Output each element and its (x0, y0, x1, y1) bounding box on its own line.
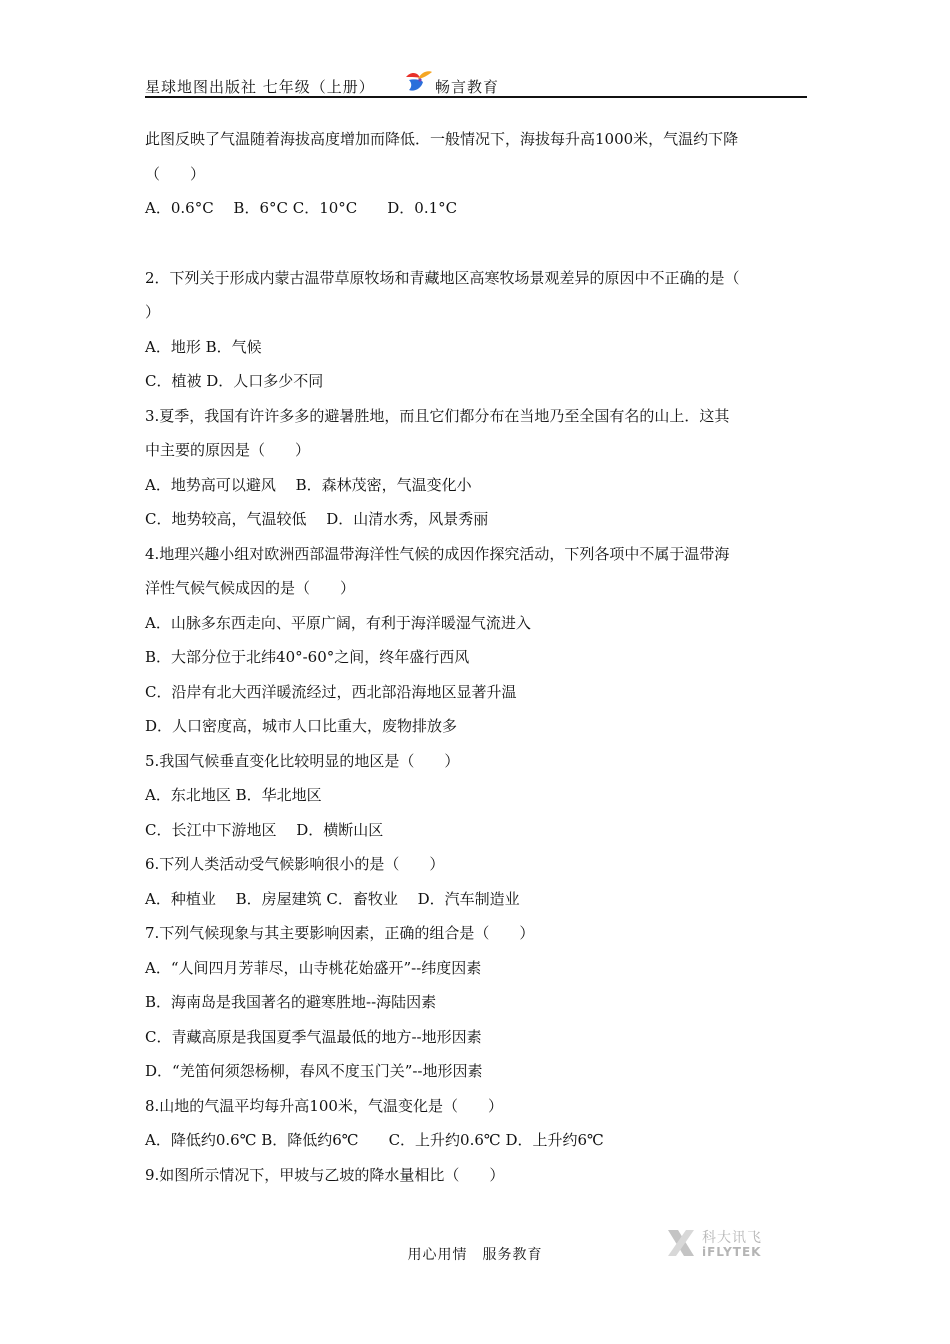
text-line: D．人口密度高，城市人口比重大，废物排放多 (145, 717, 458, 735)
iflytek-logo-icon (664, 1226, 698, 1260)
text-line: 9.如图所示情况下，甲坡与乙坡的降水量相比（ ） (145, 1165, 505, 1184)
text-line: C．沿岸有北大西洋暖流经过，西北部沿海地区显著升温 (145, 682, 517, 701)
footer-slogan: 用心用情 服务教育 (407, 1247, 543, 1263)
text-line: A．0.6°C B．6°C C．10°C D．0.1°C (145, 199, 458, 217)
question-content (145, 122, 810, 1192)
text-line: 8.山地的气温平均每升高100米，气温变化是（ ） (145, 1096, 503, 1115)
text-line: C．地势较高，气温较低 D．山清水秀，风景秀丽 (145, 510, 489, 528)
text-line: C．长江中下游地区 D．横断山区 (145, 820, 384, 839)
text-line: 5.我国气候垂直变化比较明显的地区是（ ） (145, 751, 460, 770)
text-line: 洋性气候气候成因的是（ ） (145, 579, 356, 597)
text-line: 4.地理兴趣小组对欧洲西部温带海洋性气候的成因作探究活动，下列各项中不属于温带海 (145, 544, 730, 563)
text-line: A．“人间四月芳菲尽，山寺桃花始盛开”--纬度因素 (145, 958, 482, 977)
text-line: C．青藏高原是我国夏季气温最低的地方--地形因素 (145, 1027, 482, 1046)
text-line: B．大部分位于北纬40°-60°之间，终年盛行西风 (145, 648, 470, 666)
text-line: A．地势高可以避风 B．森林茂密，气温变化小 (145, 475, 472, 494)
text-line: 此图反映了气温随着海拔高度增加而降低．一般情况下，海拔每升高1000米，气温约下降 (145, 130, 739, 148)
page-header (145, 74, 807, 96)
iflytek-cn-label: 科大讯飞 (702, 1230, 762, 1246)
text-line: 7.下列气候现象与其主要影响因素，正确的组合是（ ） (145, 924, 535, 942)
brand-label: 畅言教育 (435, 78, 500, 96)
text-line: 6.下列人类活动受气候影响很小的是（ ） (145, 855, 445, 873)
text-line: C．植被 D．人口多少不同 (145, 372, 324, 390)
text-line: A．降低约0.6℃ B．降低约6℃ C．上升约0.6℃ D．上升约6℃ (145, 1131, 604, 1149)
iflytek-watermark (664, 1226, 784, 1262)
blank-line (145, 226, 810, 261)
text-line: D．“羌笛何须怨杨柳，春风不度玉门关”--地形因素 (145, 1062, 483, 1080)
header-divider (145, 96, 807, 98)
text-line: A．种植业 B．房屋建筑 C．畜牧业 D．汽车制造业 (145, 889, 520, 908)
bird-logo-icon (403, 68, 433, 94)
text-line: ） (145, 303, 161, 321)
text-line: 3.夏季，我国有许许多多的避暑胜地，而且它们都分布在当地乃至全国有名的山上．这其 (145, 406, 730, 425)
publisher-label: 星球地图出版社 七年级（上册） (145, 78, 375, 96)
text-line: 2．下列关于形成内蒙古温带草原牧场和青藏地区高寒牧场景观差异的原因中不正确的是（ (145, 268, 740, 287)
text-line: B．海南岛是我国著名的避寒胜地--海陆因素 (145, 993, 437, 1011)
text-line: 中主要的原因是（ ） (145, 441, 311, 459)
text-line: A．山脉多东西走向、平原广阔，有利于海洋暖湿气流进入 (145, 613, 531, 632)
iflytek-en-label: iFLYTEK (702, 1245, 762, 1259)
text-line: A．地形 B．气候 (145, 337, 262, 356)
text-line: （ ） (145, 164, 206, 183)
text-line: A．东北地区 B．华北地区 (145, 786, 322, 804)
